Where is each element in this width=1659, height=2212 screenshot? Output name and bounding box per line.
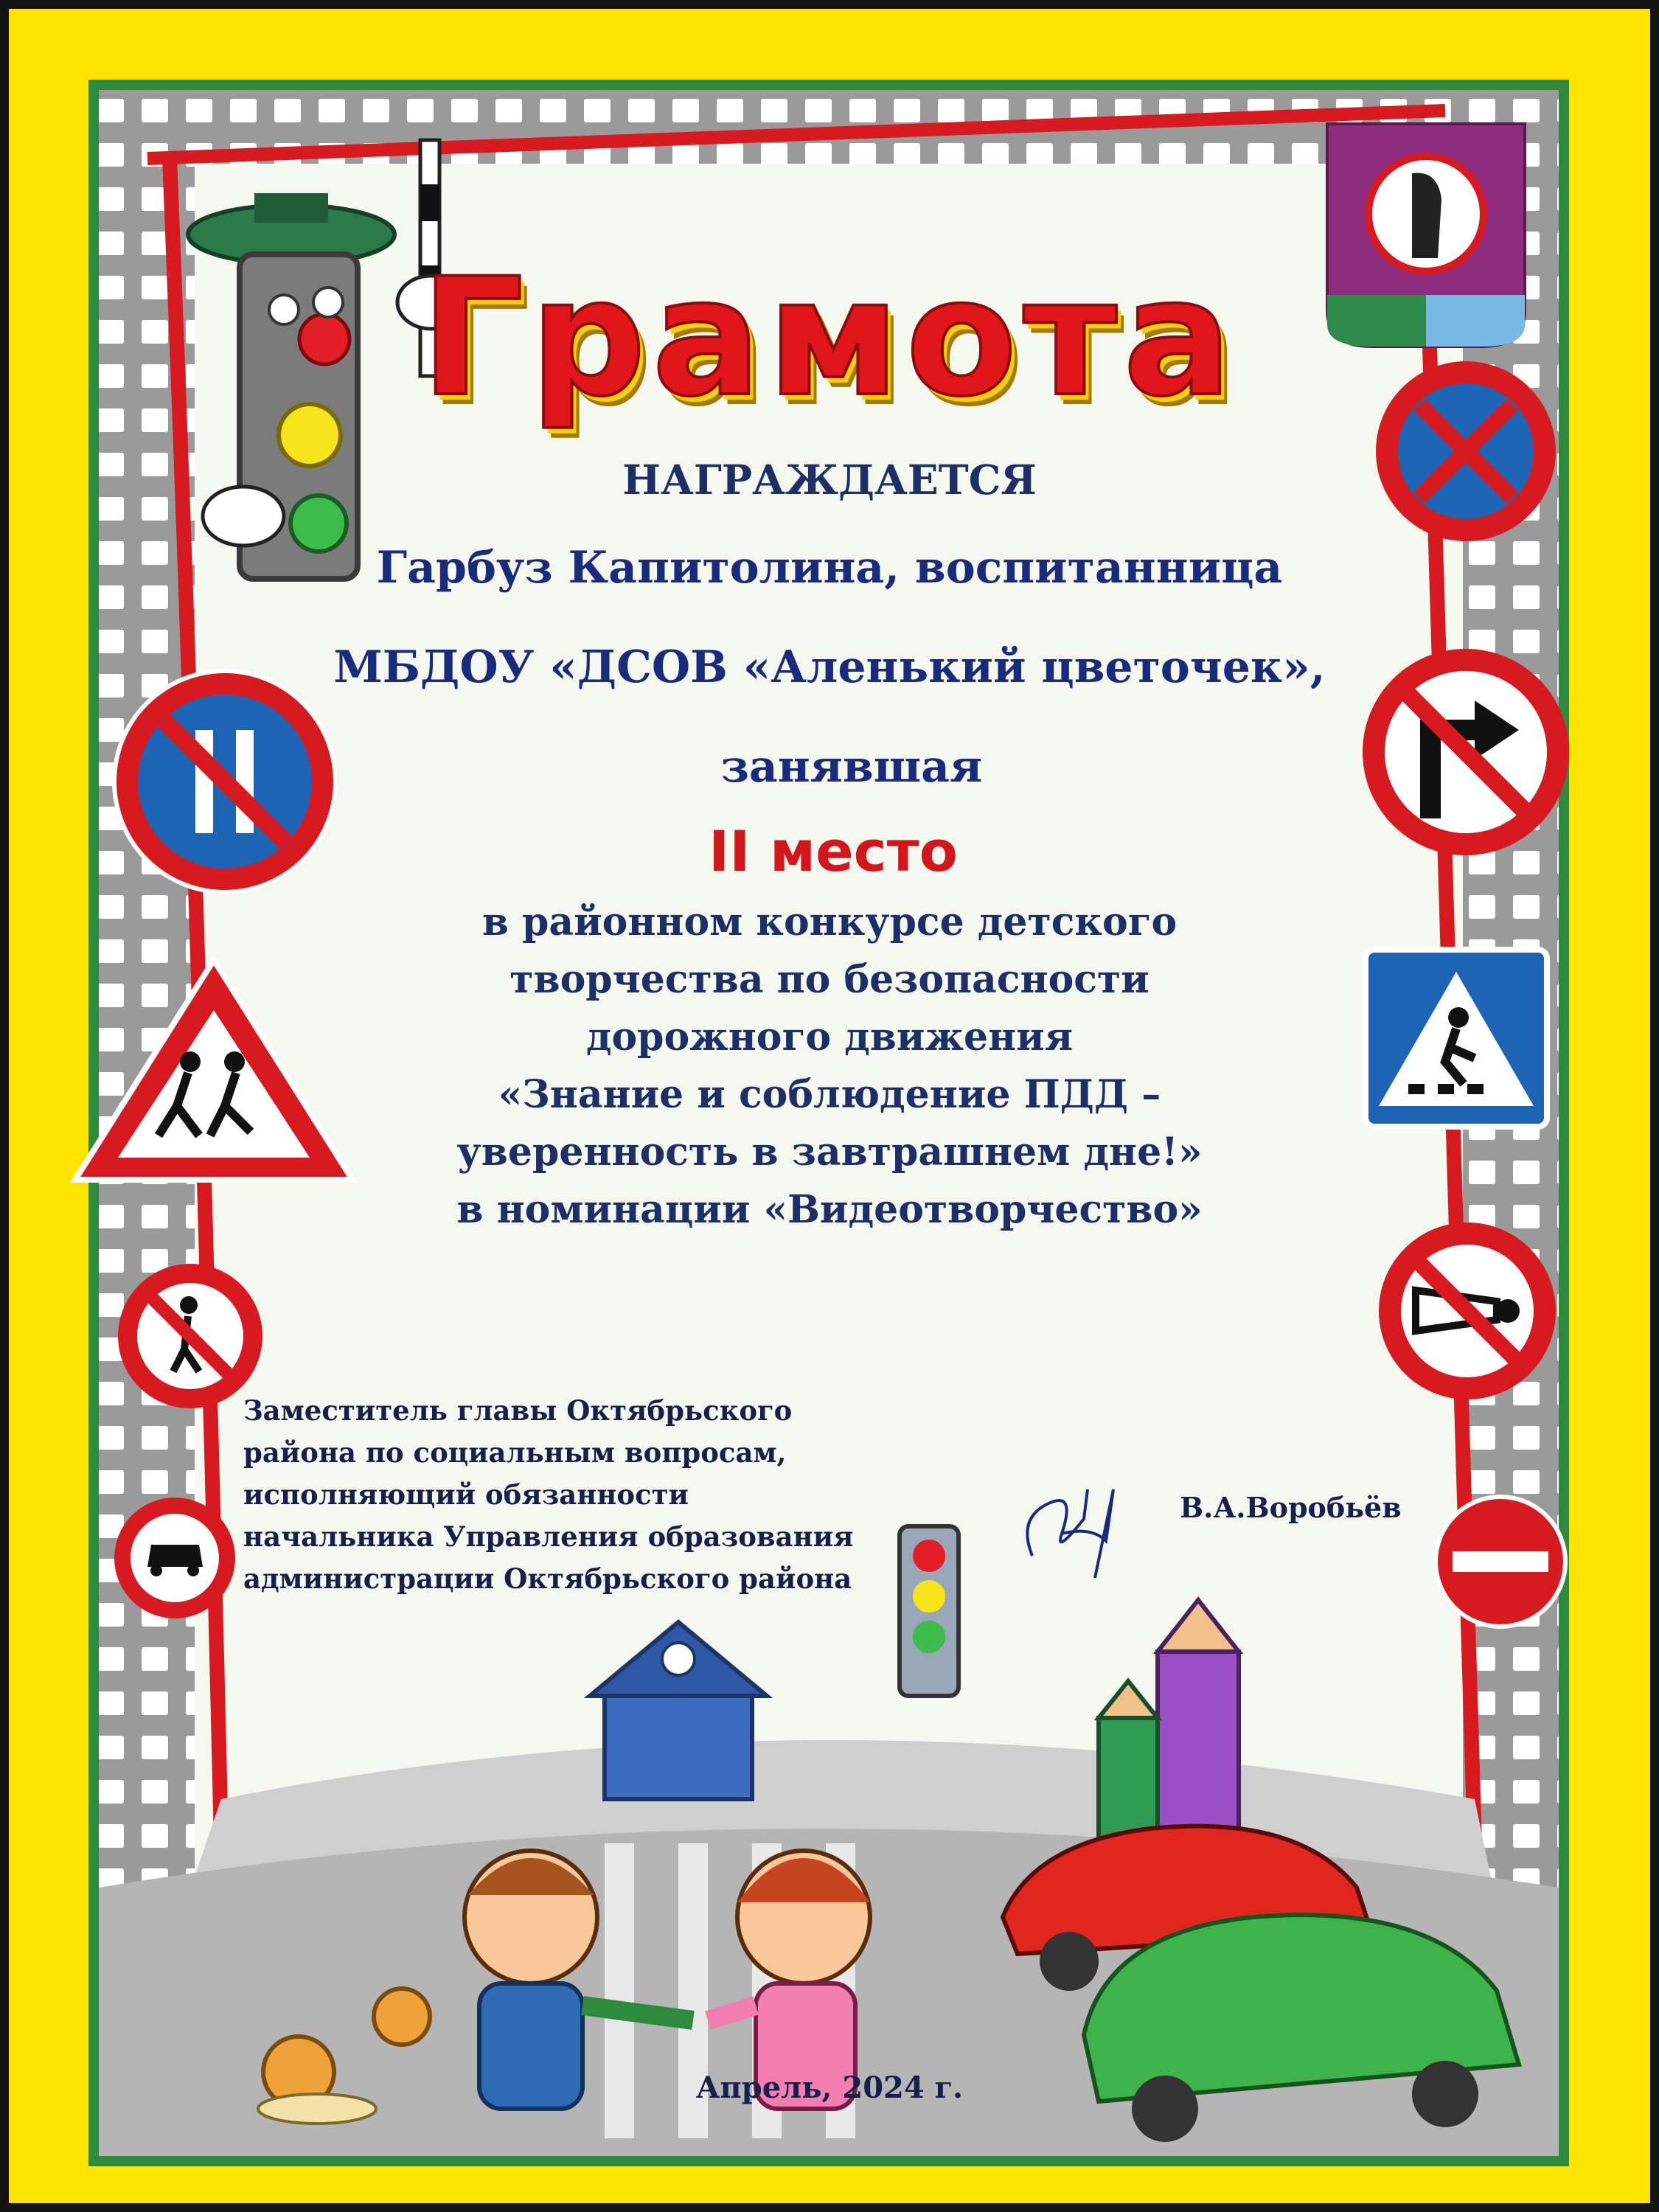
signatory-name: В.А.Воробьёв [1180, 1491, 1402, 1524]
signatory-title-line: исполняющий обязанности [243, 1478, 689, 1511]
contest-line: дорожного движения [585, 1015, 1074, 1060]
contest-line: творчества по безопасности [509, 957, 1150, 1002]
contest-line: в районном конкурсе детского [481, 900, 1178, 945]
signatory-title-line: администрации Октябрьского района [243, 1562, 852, 1595]
recipient-line-2: МБДОУ «ДСОВ «Аленький цветочек», [333, 641, 1326, 693]
certificate-title: Грамота [420, 243, 1239, 432]
contest-line: уверенность в завтрашнем дне!» [456, 1130, 1203, 1175]
signatory-title [243, 1390, 853, 1600]
signatory-title-line: района по социальным вопросам, [243, 1436, 787, 1469]
recipient-line-3: занявшая [720, 741, 983, 793]
contest-line: «Знание и соблюдение ПДД – [498, 1072, 1161, 1117]
awarded-label: НАГРАЖДАЕТСЯ [622, 456, 1037, 504]
place-text: II место [709, 818, 958, 884]
no-pedestrians-sign-icon [118, 1264, 262, 1408]
no-honking-sign-icon [1379, 1222, 1556, 1399]
no-entry-sign-icon [1436, 1497, 1565, 1627]
signatory-title-line: начальника Управления образования [243, 1520, 854, 1553]
recipient-line-1: Гарбуз Капитолина, воспитанница [376, 542, 1283, 594]
signatory-title-line: Заместитель главы Октябрьского [243, 1394, 793, 1427]
issue-date: Апрель, 2024 г. [695, 2070, 964, 2105]
contest-line: в номинации «Видеотворчество» [456, 1187, 1203, 1232]
no-cars-sign-icon [114, 1498, 235, 1618]
